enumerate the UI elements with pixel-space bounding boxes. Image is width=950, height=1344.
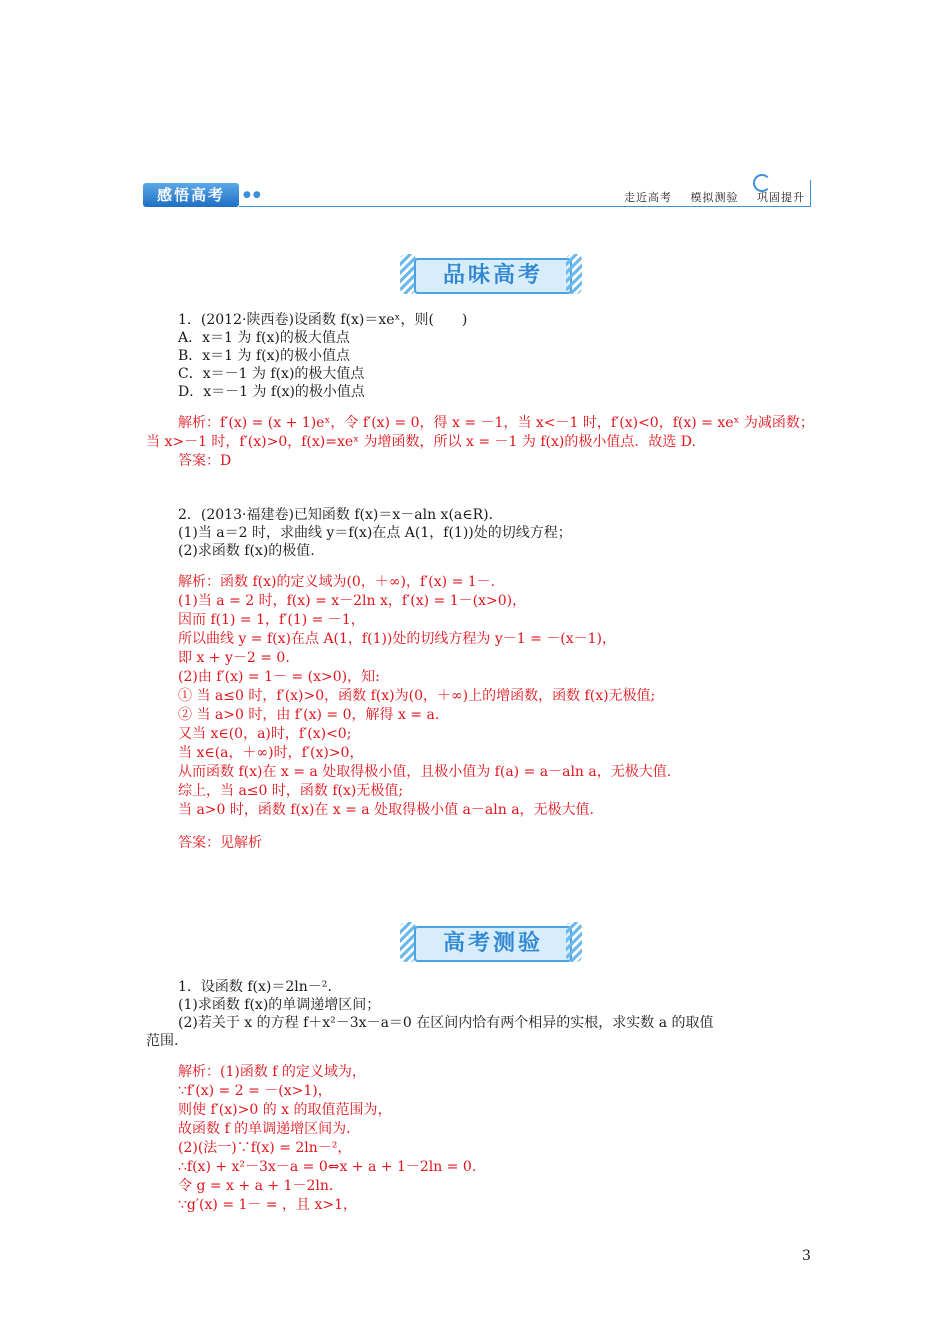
t1-solution-line1: [178, 1063, 366, 1081]
q2-solution-line1: [178, 573, 495, 591]
t1-solution-line5: (2)(法一)∵f(x) = 2ln－²，: [178, 1140, 352, 1156]
t1-part2-cont: 范围.: [146, 1033, 179, 1049]
q2-solution-line8: ② 当 a>0 时，由 f′(x) = 0，解得 x = a.: [178, 707, 440, 723]
header-dots: ●●: [243, 190, 263, 200]
q2-solution-line9: 又当 x∈(0，a)时，f′(x)<0;: [178, 726, 352, 742]
t1-solution-line7: 令 g = x + a + 1－2ln.: [178, 1178, 334, 1194]
t1-part2: (2)若关于 x 的方程 f＋x²－3x－a＝0 在区间内恰有两个相异的实根，求实数 a 的取值: [178, 1015, 714, 1031]
t1-part1: (1)求函数 f(x)的单调递增区间；: [178, 997, 381, 1013]
q2-solution-line4: 所以曲线 y = f(x)在点 A(1，f(1))处的切线方程为 y－1 = －(x－1)，: [178, 631, 617, 647]
t1-solution-line3: 则使 f′(x)>0 的 x 的取值范围为，: [178, 1102, 392, 1118]
header-rule-end: [810, 180, 811, 207]
q2-answer: [178, 834, 262, 852]
q2-solution-line10: 当 x∈(a，＋∞)时，f′(x)>0，: [178, 745, 364, 761]
q2-solution-line6: (2)由 f′(x) = 1－ = (x>0)，知:: [178, 669, 380, 685]
solution-label: 解析：: [178, 574, 220, 590]
splash-decoration-icon: [566, 922, 582, 962]
page-header: [143, 180, 811, 210]
solution-label: 解析：: [178, 415, 220, 431]
page-number: 3: [802, 1248, 811, 1264]
solution-text: 函数 f(x)的定义域为(0，＋∞)，f′(x) = 1－.: [220, 574, 496, 590]
q2-solution-line7: ① 当 a≤0 时，f′(x)>0，函数 f(x)为(0，＋∞)上的增函数，函数 f(x)无极值;: [178, 688, 656, 704]
solution-label: 解析：: [178, 1064, 220, 1080]
t1-solution-line2: ∵f′(x) = 2 = －(x>1)，: [178, 1083, 332, 1099]
answer-value: D: [220, 453, 232, 469]
q2-solution-line3: 因而 f(1) = 1，f′(1) = －1，: [178, 612, 365, 628]
t1-solution-line4: 故函数 f 的单调递增区间为.: [178, 1121, 351, 1137]
q2-part2: (2)求函数 f(x)的极值.: [178, 543, 315, 559]
section-banner-ceyan: [400, 918, 582, 966]
answer-label: 答案：: [178, 453, 220, 469]
solution-text: f′(x) = (x + 1)eˣ，令 f′(x) = 0，得 x = －1，当 x<－1 时，f′(x)<0，f(x) = xeˣ 为减函数；: [220, 415, 814, 431]
q2-part1: (1)当 a＝2 时，求曲线 y＝f(x)在点 A(1，f(1))处的切线方程；: [178, 525, 572, 541]
header-right-text: 走近高考 模拟测验 巩固提升: [624, 191, 805, 204]
q1-answer: [178, 452, 231, 470]
q2-solution-line11: 从而函数 f(x)在 x = a 处取得极小值，且极小值为 f(a) = a－aln a，无极大值.: [178, 764, 672, 780]
q2-solution-line12: 综上，当 a≤0 时，函数 f(x)无极值;: [178, 783, 404, 799]
t1-solution-line6: ∴f(x) + x²－3x－a = 0⇔x + a + 1－2ln = 0.: [178, 1159, 477, 1175]
q1-solution-line1: [178, 414, 814, 432]
header-badge: 感悟高考: [143, 183, 239, 207]
q1-option-a: A．x＝1 为 f(x)的极大值点: [178, 330, 350, 346]
banner-title: 高考测验: [442, 931, 543, 956]
q2-solution-line5: 即 x + y－2 = 0.: [178, 650, 290, 666]
q2-stem: 2．(2013·福建卷)已知函数 f(x)＝x－aln x(a∈R)．: [178, 507, 503, 523]
splash-decoration-icon: [566, 254, 582, 294]
answer-value: 见解析: [220, 835, 262, 851]
q1-solution-line2: 当 x>－1 时，f′(x)>0，f(x)=xeˣ 为增函数，所以 x = －1 为 f(x)的极小值点．故选 D.: [146, 434, 696, 450]
q1-option-b: B．x＝1 为 f(x)的极小值点: [178, 348, 350, 364]
answer-label: 答案：: [178, 835, 220, 851]
section-banner-pinwei: [400, 250, 582, 298]
q2-solution-line13: 当 a>0 时，函数 f(x)在 x = a 处取得极小值 a－aln a，无极大值.: [178, 802, 594, 818]
q1-stem: 1．(2012·陕西卷)设函数 f(x)＝xeˣ，则( ): [178, 312, 468, 328]
header-rule: [239, 206, 811, 207]
solution-text: (1)函数 f 的定义域为，: [220, 1064, 366, 1080]
t1-solution-line8: ∵g′(x) = 1－ = ，且 x>1，: [178, 1197, 358, 1213]
q2-solution-line2: (1)当 a = 2 时，f(x) = x－2ln x，f′(x) = 1－(x>0)，: [178, 593, 527, 609]
q1-option-c: C．x＝－1 为 f(x)的极大值点: [178, 366, 365, 382]
banner-title: 品味高考: [442, 263, 543, 288]
t1-stem: 1．设函数 f(x)＝2ln－².: [178, 979, 332, 995]
q1-option-d: D．x＝－1 为 f(x)的极小值点: [178, 384, 365, 400]
